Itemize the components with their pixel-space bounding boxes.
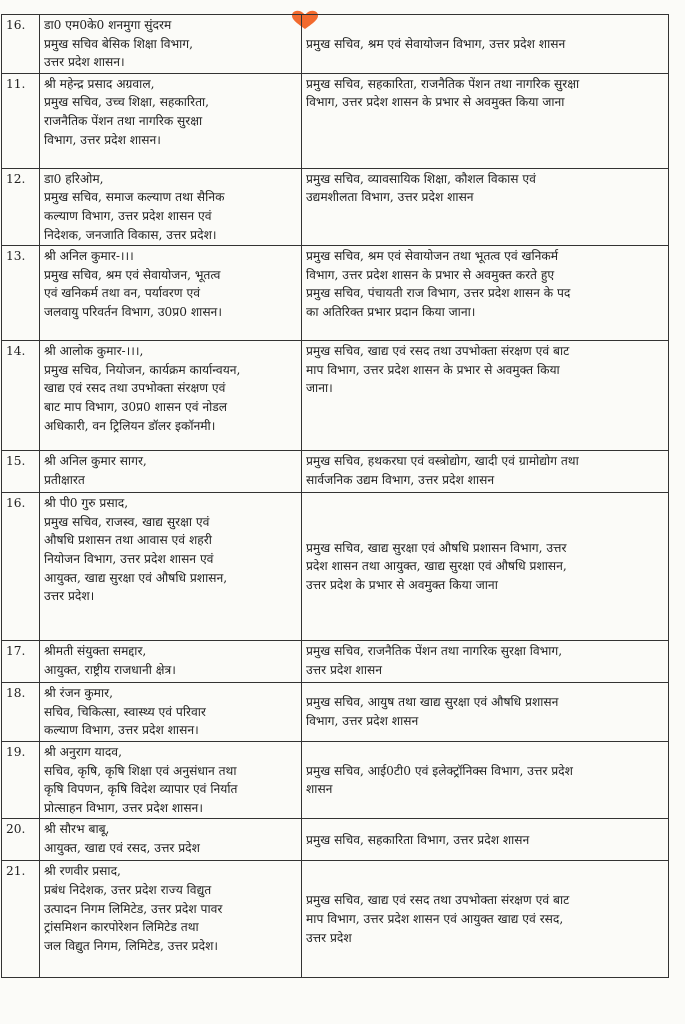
new-posting-cell — [302, 493, 669, 641]
table-row — [2, 168, 669, 245]
serial-number-cell — [2, 493, 40, 641]
serial-number: 14. — [6, 344, 26, 359]
current-post-line: खाद्य एवं रसद तथा उपभोक्ता संरक्षण एवं — [44, 381, 226, 396]
officer-current-post-cell — [40, 683, 302, 742]
new-posting-line: माप विभाग, उत्तर प्रदेश शासन एवं आयुक्त खाद्य एवं रसद, — [306, 912, 564, 927]
serial-number: 16. — [6, 18, 26, 32]
serial-number: 19. — [6, 744, 26, 759]
new-posting-cell — [302, 861, 669, 978]
new-posting-line: का अतिरिक्त प्रभार प्रदान किया जाना। — [306, 304, 476, 319]
current-post-line: प्रमुख सचिव, उच्च शिक्षा, सहकारिता, — [44, 95, 210, 110]
current-post-line: औषधि प्रशासन तथा आवास एवं शहरी — [44, 533, 212, 548]
new-posting-cell — [302, 246, 669, 341]
table-row — [2, 741, 669, 818]
new-posting-line: प्रमुख सचिव, हथकरघा एवं वस्त्रोद्योग, खादी एवं ग्रामोद्योग तथा — [306, 454, 579, 469]
current-post-line: जल विद्युत निगम, लिमिटेड, उत्तर प्रदेश। — [44, 938, 218, 953]
new-posting-line: विभाग, उत्तर प्रदेश शासन के प्रभार से अवमुक्त करते हुए — [306, 267, 555, 282]
serial-number-cell — [2, 73, 40, 168]
current-post-line: कृषि विपणन, कृषि विदेश व्यापार एवं निर्यात — [44, 782, 238, 797]
table-row — [2, 341, 669, 451]
transfer-table — [1, 14, 669, 978]
table-row — [2, 861, 669, 978]
current-post-line: कल्याण विभाग, उत्तर प्रदेश शासन एवं — [44, 208, 212, 223]
current-post-line: प्रतीक्षारत — [44, 472, 85, 487]
serial-number: 18. — [6, 686, 26, 701]
officer-current-post-cell — [40, 168, 302, 245]
serial-number-cell — [2, 341, 40, 451]
serial-number: 13. — [6, 249, 26, 264]
table-row — [2, 451, 669, 493]
new-posting-cell — [302, 741, 669, 818]
serial-number-cell — [2, 819, 40, 861]
new-posting-cell — [302, 73, 669, 168]
officer-current-post-cell — [40, 341, 302, 451]
officer-current-post-cell — [40, 741, 302, 818]
serial-number: 21. — [6, 864, 26, 879]
current-post-line: प्रमुख सचिव, नियोजन, कार्यक्रम कार्यान्वयन, — [44, 362, 241, 377]
transfer-table-body — [2, 15, 669, 978]
new-posting-line: प्रमुख सचिव, पंचायती राज विभाग, उत्तर प्रदेश शासन के पद — [306, 286, 571, 301]
serial-number-cell — [2, 168, 40, 245]
new-posting-line: उद्यमशीलता विभाग, उत्तर प्रदेश शासन — [306, 190, 474, 205]
current-post-line: उत्तर प्रदेश। — [44, 589, 95, 604]
new-posting-line: प्रमुख सचिव, श्रम एवं सेवायोजन विभाग, उत्तर प्रदेश शासन — [306, 36, 566, 51]
new-posting-line: उत्तर प्रदेश — [306, 930, 352, 945]
document-page — [0, 14, 685, 978]
new-posting-cell — [302, 683, 669, 742]
current-post-line: उत्तर प्रदेश शासन। — [44, 55, 125, 70]
current-post-line: आयुक्त, खाद्य एवं रसद, उत्तर प्रदेश — [44, 840, 200, 855]
officer-current-post-cell — [40, 451, 302, 493]
new-posting-line: प्रमुख सचिव, आयुष तथा खाद्य सुरक्षा एवं औषधि प्रशासन — [306, 695, 559, 710]
new-posting-cell — [302, 341, 669, 451]
officer-name: श्री सौरभ बाबू, — [44, 822, 110, 837]
new-posting-line: प्रदेश शासन तथा आयुक्त, खाद्य सुरक्षा एवं औषधि प्रशासन, — [306, 559, 567, 574]
current-post-line: प्रमुख सचिव बेसिक शिक्षा विभाग, — [44, 36, 194, 51]
serial-number-cell — [2, 641, 40, 683]
current-post-line: जलवायु परिवर्तन विभाग, उ0प्र0 शासन। — [44, 304, 222, 319]
new-posting-line: प्रमुख सचिव, राजनैतिक पेंशन तथा नागरिक सुरक्षा विभाग, — [306, 644, 563, 659]
current-post-line: आयुक्त, खाद्य सुरक्षा एवं औषधि प्रशासन, — [44, 570, 228, 585]
new-posting-line: प्रमुख सचिव, खाद्य एवं रसद तथा उपभोक्ता संरक्षण एवं बाट — [306, 893, 570, 908]
current-post-line: अधिकारी, वन ट्रिलियन डॉलर इकॉनमी। — [44, 418, 216, 433]
current-post-line: कल्याण विभाग, उत्तर प्रदेश शासन। — [44, 723, 199, 738]
current-post-line: राजनैतिक पेंशन तथा नागरिक सुरक्षा — [44, 113, 203, 128]
serial-number: 16. — [6, 496, 26, 511]
officer-current-post-cell — [40, 493, 302, 641]
table-row — [2, 683, 669, 742]
serial-number: 12. — [6, 171, 26, 186]
officer-name: श्रीमती संयुक्ता समद्दार, — [44, 644, 147, 659]
current-post-line: आयुक्त, राष्ट्रीय राजधानी क्षेत्र। — [44, 662, 176, 677]
new-posting-line: विभाग, उत्तर प्रदेश शासन — [306, 714, 419, 729]
new-posting-cell — [302, 451, 669, 493]
current-post-line: सचिव, कृषि, कृषि शिक्षा एवं अनुसंधान तथा — [44, 763, 237, 778]
new-posting-line: उत्तर प्रदेश शासन — [306, 662, 382, 677]
serial-number-cell — [2, 741, 40, 818]
officer-current-post-cell — [40, 73, 302, 168]
officer-current-post-cell — [40, 641, 302, 683]
current-post-line: एवं खनिकर्म तथा वन, पर्यावरण एवं — [44, 286, 200, 301]
table-row — [2, 73, 669, 168]
officer-name: डा0 एम0के0 शनमुगा सुंदरम — [44, 18, 172, 32]
officer-name: श्री महेन्द्र प्रसाद अग्रवाल, — [44, 76, 155, 91]
officer-name: श्री अनिल कुमार-।।। — [44, 249, 134, 264]
current-post-line: निदेशक, जनजाति विकास, उत्तर प्रदेश। — [44, 227, 217, 242]
serial-number: 11. — [6, 76, 26, 91]
new-posting-line: प्रमुख सचिव, आई0टी0 एवं इलेक्ट्रॉनिक्स विभाग, उत्तर प्रदेश — [306, 763, 573, 778]
current-post-line: नियोजन विभाग, उत्तर प्रदेश शासन एवं — [44, 551, 214, 566]
new-posting-line: प्रमुख सचिव, व्यावसायिक शिक्षा, कौशल विकास एवं — [306, 171, 536, 186]
new-posting-line: प्रमुख सचिव, खाद्य सुरक्षा एवं औषधि प्रशासन विभाग, उत्तर — [306, 540, 567, 555]
serial-number-cell — [2, 451, 40, 493]
new-posting-line: शासन — [306, 782, 333, 797]
new-posting-line: प्रमुख सचिव, सहकारिता विभाग, उत्तर प्रदेश शासन — [306, 832, 530, 847]
new-posting-line: माप विभाग, उत्तर प्रदेश शासन के प्रभार से अवमुक्त किया — [306, 362, 560, 377]
new-posting-line: प्रमुख सचिव, श्रम एवं सेवायोजन तथा भूतत्व एवं खनिकर्म — [306, 249, 559, 264]
serial-number-cell — [2, 861, 40, 978]
officer-current-post-cell — [40, 861, 302, 978]
current-post-line: प्रमुख सचिव, राजस्व, खाद्य सुरक्षा एवं — [44, 514, 210, 529]
officer-name: डा0 हरिओम, — [44, 171, 104, 186]
current-post-line: प्रमुख सचिव, श्रम एवं सेवायोजन, भूतत्व — [44, 267, 221, 282]
current-post-line: विभाग, उत्तर प्रदेश शासन। — [44, 132, 161, 147]
new-posting-cell — [302, 168, 669, 245]
new-posting-cell — [302, 819, 669, 861]
new-posting-line: प्रमुख सचिव, सहकारिता, राजनैतिक पेंशन तथा नागरिक सुरक्षा — [306, 76, 580, 91]
officer-current-post-cell — [40, 246, 302, 341]
officer-current-post-cell — [40, 15, 302, 74]
current-post-line: ट्रांसमिशन कारपोरेशन लिमिटेड तथा — [44, 920, 199, 935]
officer-name: श्री रंजन कुमार, — [44, 686, 113, 701]
officer-name: श्री पी0 गुरु प्रसाद, — [44, 496, 129, 511]
serial-number-cell — [2, 683, 40, 742]
serial-number-cell — [2, 15, 40, 74]
current-post-line: प्रबंध निदेशक, उत्तर प्रदेश राज्य विद्युत — [44, 882, 212, 897]
new-posting-cell — [302, 15, 669, 74]
officer-name: श्री अनुराग यादव, — [44, 744, 122, 759]
new-posting-cell — [302, 641, 669, 683]
current-post-line: प्रमुख सचिव, समाज कल्याण तथा सैनिक — [44, 190, 225, 205]
current-post-line: प्रोत्साहन विभाग, उत्तर प्रदेश शासन। — [44, 800, 203, 815]
new-posting-line: प्रमुख सचिव, खाद्य एवं रसद तथा उपभोक्ता संरक्षण एवं बाट — [306, 344, 570, 359]
serial-number: 17. — [6, 644, 26, 659]
serial-number: 20. — [6, 822, 26, 837]
serial-number: 15. — [6, 454, 26, 469]
current-post-line: सचिव, चिकित्सा, स्वास्थ्य एवं परिवार — [44, 704, 206, 719]
officer-current-post-cell — [40, 819, 302, 861]
officer-name: श्री रणवीर प्रसाद, — [44, 864, 121, 879]
current-post-line: उत्पादन निगम लिमिटेड, उत्तर प्रदेश पावर — [44, 901, 223, 916]
table-row — [2, 641, 669, 683]
officer-name: श्री आलोक कुमार-।।।, — [44, 344, 144, 359]
table-row — [2, 819, 669, 861]
new-posting-line: विभाग, उत्तर प्रदेश शासन के प्रभार से अवमुक्त किया जाना — [306, 95, 565, 110]
table-row — [2, 15, 669, 74]
new-posting-line: सार्वजनिक उद्यम विभाग, उत्तर प्रदेश शासन — [306, 472, 495, 487]
new-posting-line: उत्तर प्रदेश के प्रभार से अवमुक्त किया जाना — [306, 577, 498, 592]
officer-name: श्री अनिल कुमार सागर, — [44, 454, 147, 469]
serial-number-cell — [2, 246, 40, 341]
new-posting-line: जाना। — [306, 381, 333, 396]
current-post-line: बाट माप विभाग, उ0प्र0 शासन एवं नोडल — [44, 399, 228, 414]
table-row — [2, 246, 669, 341]
table-row — [2, 493, 669, 641]
